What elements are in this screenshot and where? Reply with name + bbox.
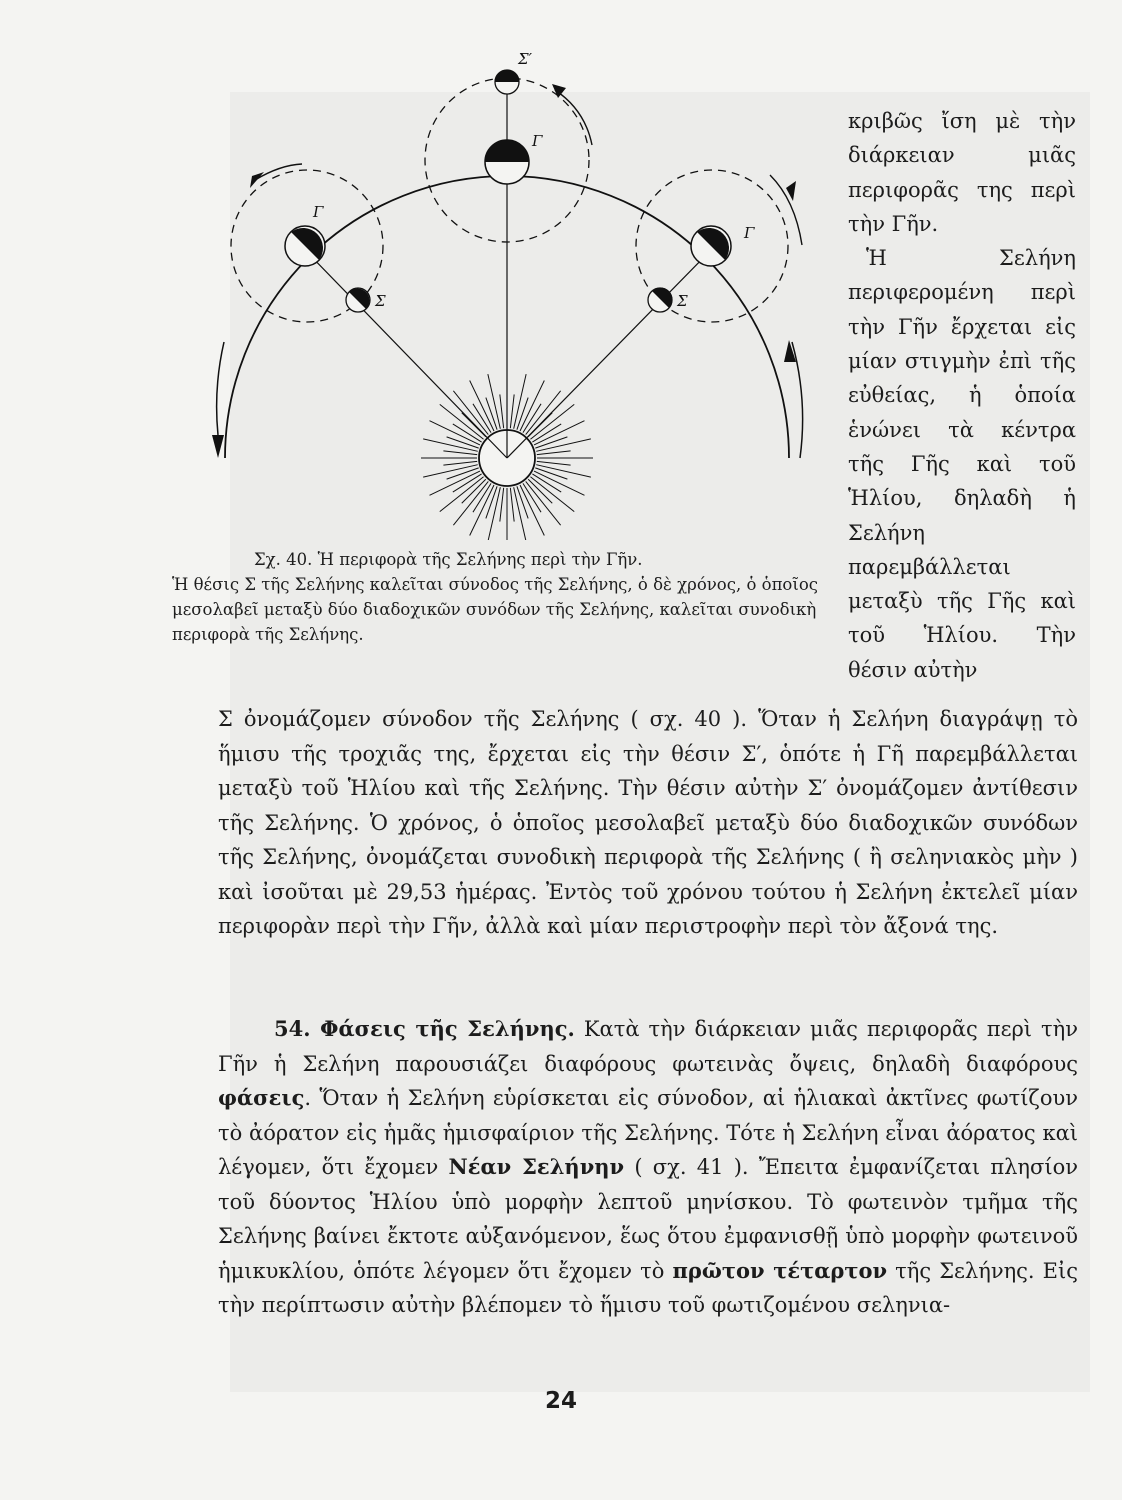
section-54-paragraph [218, 1012, 1078, 1323]
page-number: 24 [544, 1388, 577, 1414]
sun-ray [430, 471, 480, 495]
sun-ray [430, 421, 480, 445]
body-paragraph-1: Σ ὀνομάζομεν σύνοδον τῆς Σελήνης ( σχ. 40 ). Ὅταν ἡ Σελήνη διαγράψῃ τὸ ἥμισυ τῆς τροχιᾶς της, ἔρχεται εἰς τὴν θέσιν Σ′, ὁπότε ἡ Γῆ παρεμβάλλεται μεταξὺ τοῦ Ἡλίου καὶ τῆς Σελήνης. Τὴν θέσιν αὐτὴν Σ′ ὀνομάζομεν ἀντίθεσιν τῆς Σελήνης. Ὁ χρόνος, ὁ ὁποῖος μεσολαβεῖ μεταξὺ δύο διαδοχικῶν συνόδων τῆς Σελήνης, ὀνομάζεται συνοδικὴ περιφορὰ τῆς Σελήνης ( ἢ σεληνιακὸς μὴν ) καὶ ἰσοῦται μὲ 29,53 ἡμέρας. Ἐντὸς τοῦ χρόνου τούτου ἡ Σελήνη ἐκτελεῖ μίαν περιφορὰν περὶ τὴν Γῆν, ἀλλὰ καὶ μίαν περιστροφὴν περὶ τὸν ἄξονά της. [218, 707, 1078, 938]
sun-ray [443, 461, 477, 465]
sun-ray [500, 488, 504, 522]
sun-ray [443, 451, 477, 455]
direction-arc-left [217, 342, 224, 435]
label-sigma-left: Σ [375, 292, 386, 310]
right-column-text [848, 104, 1076, 687]
sun-to-earth-right [507, 250, 711, 458]
direction-arc-left-small [255, 164, 302, 180]
moon-top-dark-half [495, 70, 519, 82]
sun-to-earth-left [305, 250, 507, 458]
term-proton-tetarton: πρῶτον τέταρτον [672, 1257, 888, 1283]
term-nea-selini: Νέαν Σελήνην [448, 1154, 625, 1179]
label-gamma-top: Γ [532, 132, 543, 150]
moon-orbit-figure [180, 50, 830, 540]
sun-ray [470, 485, 494, 535]
figure-caption [172, 547, 822, 647]
sun-ray [534, 471, 584, 495]
label-sigma-right: Σ [677, 292, 688, 310]
direction-arc-right-top [770, 175, 802, 245]
sun-ray [537, 451, 571, 455]
section-text-3: ( σχ. 41 ). Ἔπειτα ἐμφανίζεται πλησίον τοῦ δύοντος Ἡλίου ὑπὸ μορφὴν λεπτοῦ μηνίσκου. Τὸ φωτεινὸν τμῆμα τῆς Σελήνης βαίνει ἔκτοτε αὐξανόμενον, ἕως ὅτου ἐμφανισθῇ ὑπὸ μορφὴν φωτεινοῦ ἡμικυκλίου, ὁπότε λέγομεν ὅτι ἔχομεν τὸ [218, 1155, 1078, 1283]
sun-ray [534, 421, 584, 445]
label-sigma-prime: Σ′ [518, 50, 533, 68]
direction-arc-top-small [555, 90, 592, 145]
sun-ray [500, 394, 504, 428]
term-faseis: φάσεις [218, 1085, 305, 1110]
caption-text: Ἡ θέσις Σ τῆς Σελήνης καλεῖται σύνοδος τῆς Σελήνης, ὁ δὲ χρόνος, ὁ ὁποῖος μεσολαβεῖ μεταξὺ δύο διαδοχικῶν συνόδων τῆς Σελήνης, καλεῖται συνοδικὴ περιφορὰ τῆς Σελήνης. [172, 575, 818, 644]
sun-ray [510, 394, 514, 428]
section-text-1: Κατὰ τὴν διάρκειαν μιᾶς περιφορᾶς περὶ τὴν Γῆν ἡ Σελήνη παρουσιάζει διαφόρους φωτεινὰς ὄψεις, δηλαδὴ διαφόρους [218, 1017, 1078, 1076]
caption-title: Σχ. 40. Ἡ περιφορὰ τῆς Σελήνης περὶ τὴν Γῆν. [254, 550, 643, 569]
section-text-2: . Ὅταν ἡ Σελήνη εὑρίσκεται εἰς σύνοδον, αἱ ἡλιακαὶ ἀκτῖνες φωτίζουν τὸ ἀόρατον εἰς ἡμᾶς ἡμισφαίριον τῆς Σελήνης. Τότε ἡ Σελήνη εἶναι ἀόρατος καὶ λέγομεν, ὅτι ἔχομεν [218, 1086, 1078, 1179]
label-gamma-left: Γ [313, 203, 324, 221]
right-column-paragraph-1: κριβῶς ἴση μὲ τὴν διάρκειαν μιᾶς περιφορᾶς της περὶ τὴν Γῆν. [848, 109, 1076, 236]
section-heading: 54. Φάσεις τῆς Σελήνης. [274, 1016, 575, 1041]
section-text-4: τῆς Σελήνης. Εἰς τὴν περίπτωσιν αὐτὴν βλέπομεν τὸ ἥμισυ τοῦ φωτιζομένου σεληνια- [218, 1258, 1078, 1317]
sun-ray [537, 461, 571, 465]
sun-ray [510, 488, 514, 522]
earth-top-dark-half [485, 140, 529, 162]
sun-ray [520, 485, 544, 535]
right-column-paragraph-2: Ἡ Σελήνη περιφερομένη περὶ τὴν Γῆν ἔρχεται εἰς μίαν στιγμὴν ἐπὶ τῆς εὐθείας, ἡ ὁποία ἑνώνει τὰ κέντρα τῆς Γῆς καὶ τοῦ Ἡλίου, δηλαδὴ ἡ Σελήνη παρεμβάλλεται μεταξὺ τῆς Γῆς καὶ τοῦ Ἡλίου. Τὴν θέσιν αὐτὴν [848, 246, 1076, 682]
arrow-left-icon [212, 435, 224, 458]
label-gamma-right: Γ [744, 224, 755, 242]
